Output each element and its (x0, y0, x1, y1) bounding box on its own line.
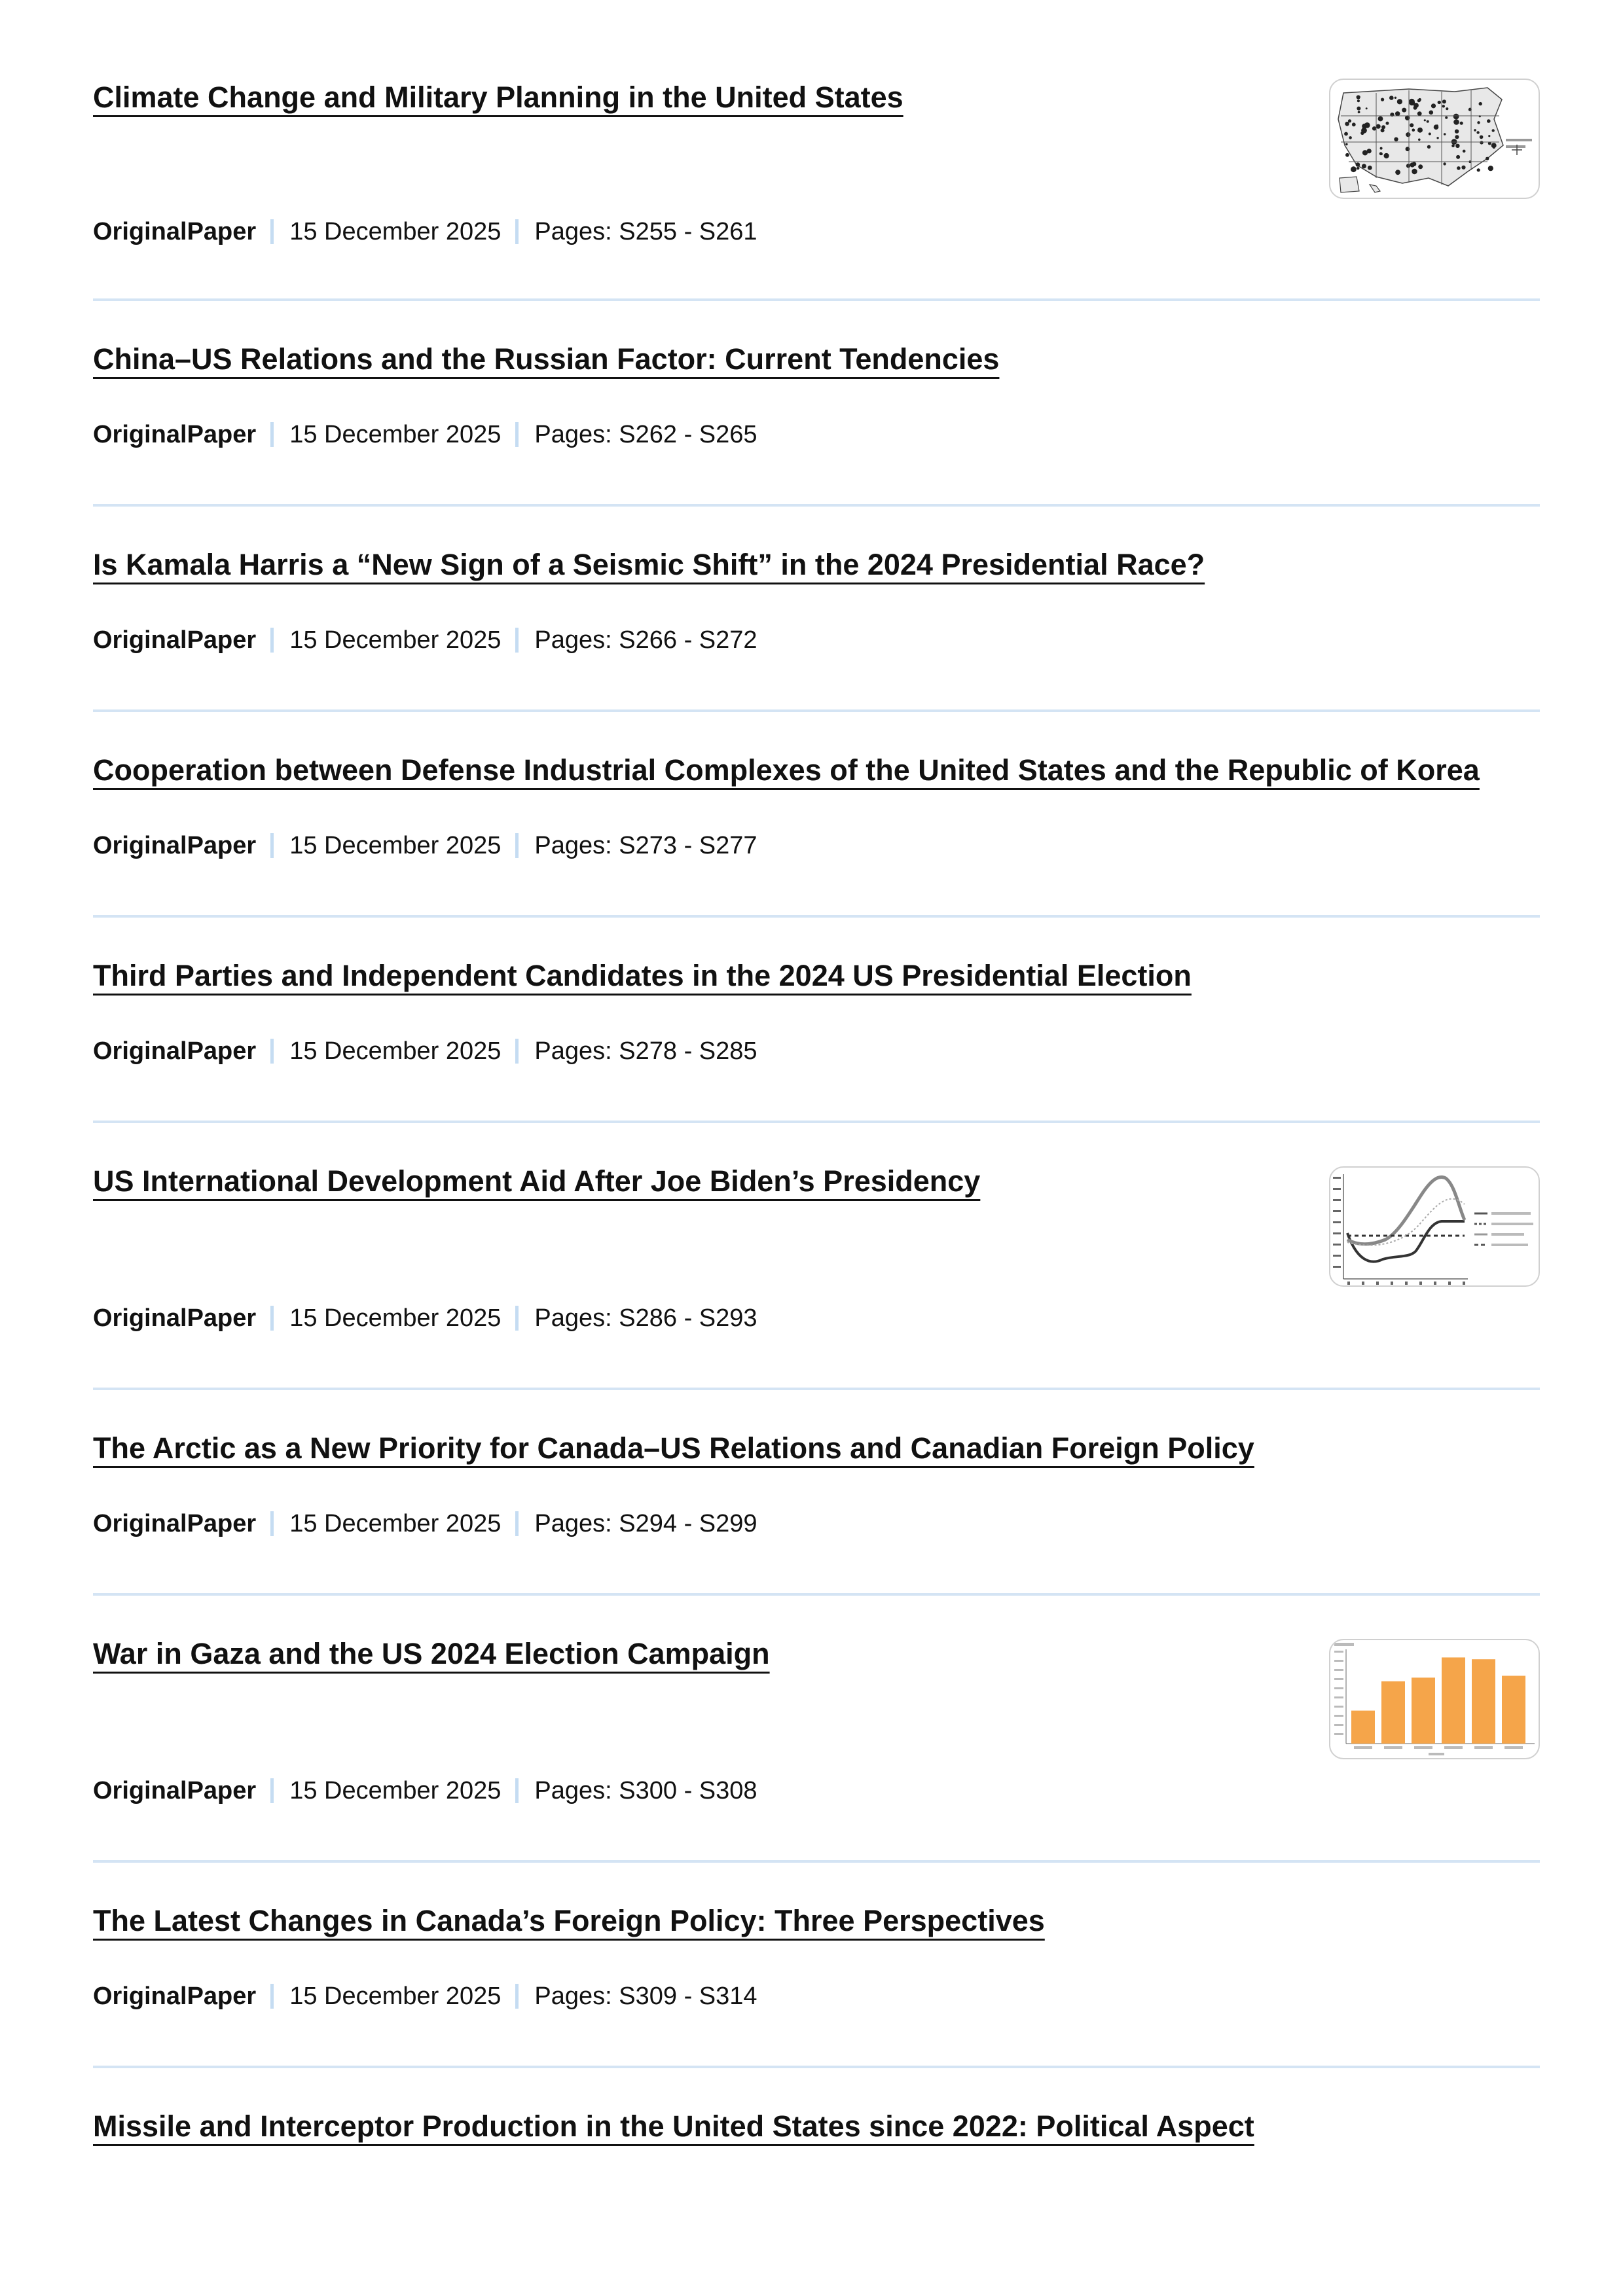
map-marker (1378, 125, 1380, 127)
page-range: Pages: S273 - S277 (534, 831, 757, 859)
map-marker (1431, 103, 1436, 108)
content-type-label: OriginalPaper (93, 217, 257, 245)
tick-label (1333, 1244, 1341, 1246)
tick-label (1376, 1282, 1379, 1285)
map-marker (1368, 166, 1372, 170)
article-title-link[interactable]: Climate Change and Military Planning in the United States (93, 81, 903, 114)
chart-bar (1412, 1677, 1435, 1744)
map-marker (1381, 98, 1384, 101)
publish-date: 15 December 2025 (289, 626, 501, 654)
tick-label (1333, 1266, 1341, 1268)
chart-bar (1442, 1657, 1465, 1744)
content-type-label: OriginalPaper (93, 1037, 257, 1065)
chart-bar (1381, 1681, 1405, 1744)
map-marker (1344, 132, 1348, 136)
map-marker (1386, 122, 1389, 125)
map-marker (1395, 97, 1396, 99)
map-marker (1488, 135, 1490, 137)
map-marker (1488, 166, 1493, 171)
map-marker (1477, 121, 1480, 124)
map-marker (1395, 170, 1400, 175)
map-marker (1492, 129, 1495, 132)
meta-separator (515, 1306, 519, 1331)
map-marker (1352, 122, 1356, 126)
map-marker (1436, 137, 1438, 139)
map-marker (1477, 168, 1480, 171)
page-range: Pages: S278 - S285 (534, 1037, 757, 1065)
tick-label (1474, 1746, 1493, 1749)
map-marker (1357, 95, 1360, 99)
map-marker (1429, 133, 1431, 135)
map-marker (1493, 146, 1495, 149)
map-marker (1402, 108, 1406, 113)
map-marker (1453, 114, 1459, 120)
map-marker (1358, 111, 1360, 113)
article-title-link[interactable]: Is Kamala Harris a “New Sign of a Seismic Shift” in the 2024 Presidential Race? (93, 548, 1205, 581)
article-meta (93, 1299, 757, 1338)
map-marker (1418, 164, 1423, 169)
tick-label (1333, 1232, 1341, 1234)
article-meta (93, 826, 757, 865)
map-marker (1453, 119, 1459, 125)
meta-separator (270, 1039, 274, 1064)
meta-separator (270, 833, 274, 858)
tick-label (1448, 1282, 1451, 1285)
meta-separator (515, 628, 519, 653)
article-title-link[interactable]: The Latest Changes in Canada’s Foreign Policy: Three Perspectives (93, 1904, 1045, 1937)
meta-separator (515, 1984, 519, 2009)
article-meta (93, 620, 757, 660)
map-marker (1442, 105, 1445, 107)
article-item (93, 1863, 1540, 2068)
map-marker (1381, 125, 1385, 129)
map-marker (1424, 119, 1426, 121)
map-marker (1362, 164, 1366, 168)
map-marker (1442, 99, 1446, 103)
map-marker (1345, 153, 1349, 157)
content-type-label: OriginalPaper (93, 626, 257, 654)
map-marker (1413, 106, 1417, 110)
content-type-label: OriginalPaper (93, 1304, 257, 1332)
map-marker (1406, 164, 1410, 168)
tick-label (1334, 1669, 1343, 1671)
tick-label (1334, 1660, 1343, 1662)
map-marker (1479, 102, 1482, 105)
meta-separator (515, 1039, 519, 1064)
tick-label (1362, 1282, 1364, 1285)
map-marker (1463, 150, 1466, 153)
meta-separator (270, 422, 274, 447)
map-marker (1412, 169, 1417, 174)
map-marker (1372, 126, 1376, 130)
line-chart-image (1330, 1168, 1539, 1285)
us-map-image (1330, 80, 1539, 198)
chart-bar (1351, 1711, 1375, 1744)
map-marker (1357, 167, 1359, 170)
page-range: Pages: S294 - S299 (534, 1509, 757, 1537)
publish-date: 15 December 2025 (289, 1304, 501, 1332)
bar-chart-image (1330, 1640, 1539, 1758)
map-marker (1345, 122, 1349, 126)
tick-label (1414, 1746, 1432, 1749)
article-title-link[interactable]: Cooperation between Defense Industrial Complexes of the United States and the Republic of Korea (93, 753, 1480, 787)
meta-separator (515, 1778, 519, 1803)
map-marker (1389, 96, 1394, 100)
publish-date: 15 December 2025 (289, 1509, 501, 1537)
map-marker (1438, 101, 1441, 104)
map-marker (1418, 139, 1421, 141)
map-marker (1455, 130, 1459, 134)
tick-label (1333, 1210, 1341, 1212)
tick-label (1334, 1724, 1343, 1726)
map-marker (1360, 132, 1364, 135)
article-title-link[interactable]: War in Gaza and the US 2024 Election Campaign (93, 1637, 770, 1670)
tick-label (1334, 1706, 1343, 1708)
map-marker (1379, 152, 1383, 155)
map-marker (1476, 131, 1479, 134)
publish-date: 15 December 2025 (289, 1982, 501, 2010)
map-marker (1417, 128, 1423, 133)
map-marker (1348, 119, 1351, 122)
line-chart-thumbnail[interactable] (1329, 1166, 1540, 1287)
article-title-link[interactable]: Missile and Interceptor Production in the United States since 2022: Political Aspect (93, 2109, 1254, 2143)
article-item (93, 507, 1540, 712)
meta-separator (515, 422, 519, 447)
meta-separator (515, 219, 519, 244)
map-marker (1417, 111, 1422, 116)
map-marker (1445, 117, 1448, 119)
article-item (93, 2068, 1540, 2173)
article-item (93, 301, 1540, 507)
map-marker (1356, 162, 1360, 167)
map-marker (1486, 157, 1489, 160)
tick-label (1391, 1282, 1393, 1285)
page-range: Pages: S309 - S314 (534, 1982, 757, 2010)
map-marker (1357, 99, 1360, 102)
article-title-link[interactable]: The Arctic as a New Priority for Canada–US Relations and Canadian Foreign Policy (93, 1431, 1254, 1465)
article-title-link[interactable]: China–US Relations and the Russian Factor: Current Tendencies (93, 342, 1000, 376)
tick-label (1334, 1733, 1343, 1735)
content-type-label: OriginalPaper (93, 1982, 257, 2010)
article-item (93, 60, 1540, 301)
map-marker (1380, 147, 1383, 150)
map-marker (1429, 111, 1434, 115)
map-marker (1443, 162, 1446, 165)
tick-label (1334, 1696, 1343, 1698)
article-meta (93, 1504, 757, 1543)
map-marker (1461, 166, 1465, 170)
tick-label (1334, 1715, 1343, 1717)
tick-label (1334, 1651, 1343, 1653)
meta-separator (270, 1778, 274, 1803)
map-marker (1394, 137, 1398, 141)
article-meta (93, 415, 757, 454)
map-marker (1436, 124, 1438, 127)
map-marker (1457, 166, 1461, 170)
chart-bar (1502, 1676, 1525, 1744)
map-marker (1487, 119, 1491, 123)
map-marker (1349, 136, 1352, 139)
page-range: Pages: S262 - S265 (534, 420, 757, 448)
tick-label (1405, 1282, 1408, 1285)
article-item (93, 712, 1540, 918)
map-marker (1474, 129, 1476, 132)
map-marker (1451, 144, 1455, 147)
map-marker (1406, 132, 1410, 137)
tick-label (1333, 1177, 1341, 1179)
map-marker (1364, 122, 1370, 128)
article-item (93, 1390, 1540, 1596)
article-meta (93, 212, 757, 251)
article-title-link[interactable]: Third Parties and Independent Candidates in the 2024 US Presidential Election (93, 959, 1192, 992)
content-type-label: OriginalPaper (93, 420, 257, 448)
tick-label (1333, 1188, 1341, 1190)
map-marker (1480, 141, 1483, 144)
page-range: Pages: S286 - S293 (534, 1304, 757, 1332)
map-marker (1351, 166, 1357, 172)
content-type-label: OriginalPaper (93, 1509, 257, 1537)
meta-separator (270, 1984, 274, 2009)
page-range: Pages: S266 - S272 (534, 626, 757, 654)
meta-separator (270, 1306, 274, 1331)
article-item (93, 1123, 1540, 1390)
map-marker (1480, 135, 1484, 139)
map-marker (1412, 128, 1415, 132)
map-marker (1409, 99, 1415, 105)
tick-label (1504, 1746, 1523, 1749)
content-type-label: OriginalPaper (93, 1776, 257, 1804)
tick-label (1419, 1282, 1422, 1285)
map-marker (1427, 145, 1431, 149)
meta-separator (270, 628, 274, 653)
map-marker (1455, 135, 1459, 139)
article-item (93, 918, 1540, 1123)
tick-label (1444, 1746, 1463, 1749)
tick-label (1334, 1687, 1343, 1689)
map-marker (1456, 155, 1460, 159)
tick-label (1333, 1255, 1341, 1257)
tick-label (1434, 1282, 1436, 1285)
map-marker (1345, 143, 1348, 146)
map-marker (1446, 107, 1448, 110)
map-marker (1397, 99, 1402, 104)
map-marker (1444, 133, 1446, 135)
meta-separator (270, 219, 274, 244)
tick-label (1354, 1746, 1372, 1749)
meta-separator (270, 1511, 274, 1536)
page-range: Pages: S300 - S308 (534, 1776, 757, 1804)
article-title-link[interactable]: US International Development Aid After Joe Biden’s Presidency (93, 1164, 981, 1198)
article-meta (93, 1977, 757, 2016)
article-list (93, 60, 1540, 2173)
tick-label (1333, 1221, 1341, 1223)
map-marker (1395, 111, 1400, 116)
publish-date: 15 December 2025 (289, 1037, 501, 1065)
tick-label (1463, 1282, 1465, 1285)
map-marker (1384, 153, 1389, 158)
tick-label (1333, 1199, 1341, 1201)
map-marker (1366, 107, 1368, 109)
map-marker (1427, 120, 1429, 123)
publish-date: 15 December 2025 (289, 217, 501, 245)
page-range: Pages: S255 - S261 (534, 217, 757, 245)
content-type-label: OriginalPaper (93, 831, 257, 859)
chart-bar (1472, 1659, 1495, 1744)
meta-separator (515, 1511, 519, 1536)
tick-label (1334, 1678, 1343, 1680)
tick-label (1347, 1282, 1350, 1285)
article-item (93, 1596, 1540, 1863)
article-meta (93, 1771, 757, 1810)
map-marker (1460, 122, 1463, 125)
meta-separator (515, 833, 519, 858)
map-marker (1378, 117, 1383, 122)
map-marker (1410, 162, 1415, 167)
map-marker (1410, 123, 1413, 127)
map-marker (1455, 144, 1459, 148)
us-map-thumbnail[interactable] (1329, 79, 1540, 199)
map-marker (1417, 99, 1421, 102)
map-marker (1357, 107, 1360, 111)
map-marker (1362, 150, 1368, 155)
bar-chart-thumbnail[interactable] (1329, 1639, 1540, 1759)
article-meta (93, 1031, 757, 1071)
publish-date: 15 December 2025 (289, 420, 501, 448)
publish-date: 15 December 2025 (289, 1776, 501, 1804)
publish-date: 15 December 2025 (289, 831, 501, 859)
tick-label (1384, 1746, 1402, 1749)
